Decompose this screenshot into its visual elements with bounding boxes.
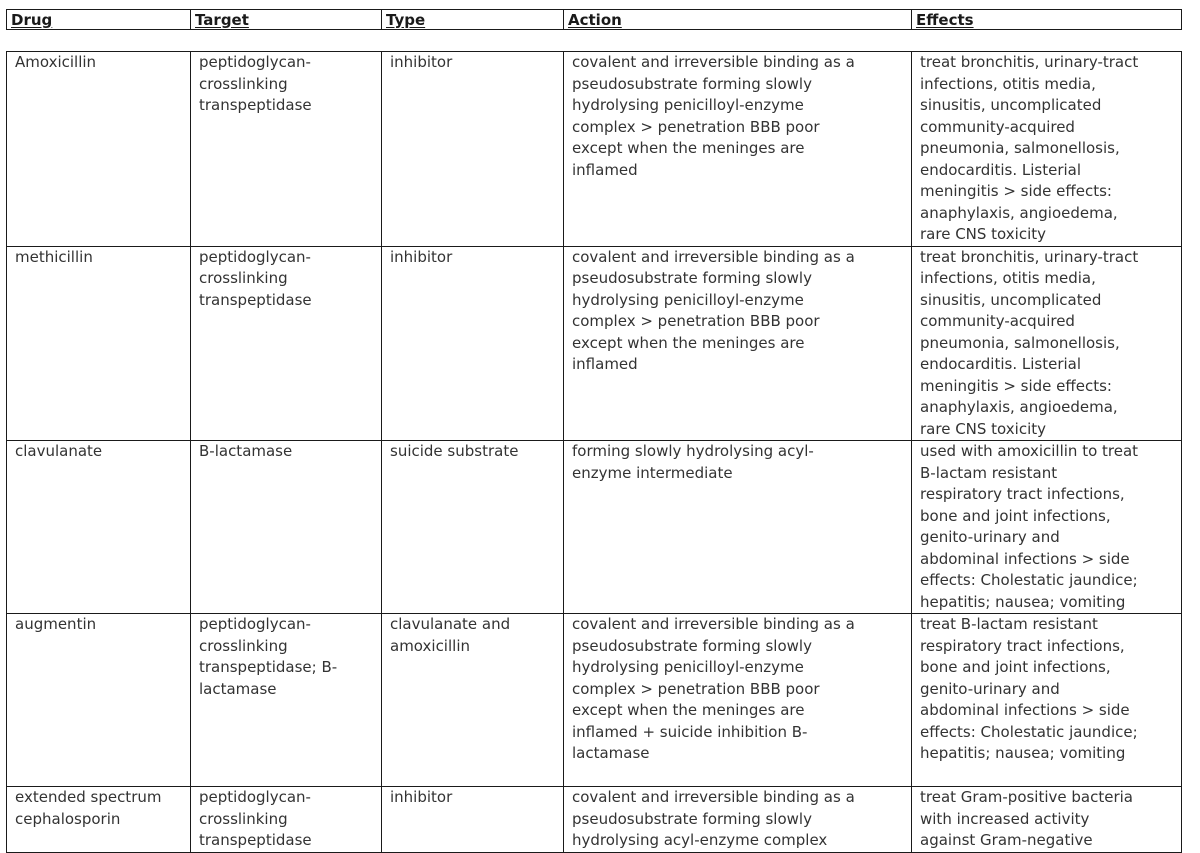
table-row xyxy=(7,614,1182,787)
cell-drug: extended spectrum cephalosporin xyxy=(7,787,191,853)
drug-table xyxy=(6,51,1182,853)
table-row xyxy=(7,441,1182,614)
cell-action: forming slowly hydrolysing acyl- enzyme intermediate xyxy=(564,441,912,614)
table-body xyxy=(7,52,1182,853)
cell-effects: used with amoxicillin to treat B-lactam resistant respiratory tract infections, bone and joint infections, genito-urinary and abdominal infections > side effects: Cholestatic jaundice; hepatitis; nausea; vomiting xyxy=(912,441,1182,614)
header-effects: Effects xyxy=(912,10,1182,30)
cell-effects: treat bronchitis, urinary-tract infections, otitis media, sinusitis, uncomplicated community-acquired pneumonia, salmonellosis, endocarditis. Listerial meningitis > side effects: anaphylaxis, angioedema, rare CNS toxicity xyxy=(912,246,1182,441)
cell-drug: clavulanate xyxy=(7,441,191,614)
cell-target: peptidoglycan- crosslinking transpeptidase xyxy=(191,246,382,441)
cell-action: covalent and irreversible binding as a pseudosubstrate forming slowly hydrolysing penicilloyl-enzyme complex > penetration BBB poor except when the meninges are inflamed + suicide inhibition B- lactamase xyxy=(564,614,912,787)
cell-action: covalent and irreversible binding as a pseudosubstrate forming slowly hydrolysing penicilloyl-enzyme complex > penetration BBB poor except when the meninges are inflamed xyxy=(564,52,912,247)
cell-effects: treat bronchitis, urinary-tract infections, otitis media, sinusitis, uncomplicated community-acquired pneumonia, salmonellosis, endocarditis. Listerial meningitis > side effects: anaphylaxis, angioedema, rare CNS toxicity xyxy=(912,52,1182,247)
cell-drug: augmentin xyxy=(7,614,191,787)
cell-type: suicide substrate xyxy=(382,441,564,614)
header-action: Action xyxy=(564,10,912,30)
cell-type: inhibitor xyxy=(382,246,564,441)
header-type: Type xyxy=(382,10,564,30)
table-header xyxy=(6,9,1182,30)
cell-type: clavulanate and amoxicillin xyxy=(382,614,564,787)
header-target: Target xyxy=(191,10,382,30)
table-row xyxy=(7,246,1182,441)
cell-action: covalent and irreversible binding as a pseudosubstrate forming slowly hydrolysing acyl-enzyme complex xyxy=(564,787,912,853)
cell-type: inhibitor xyxy=(382,52,564,247)
cell-drug: methicillin xyxy=(7,246,191,441)
header-row xyxy=(7,10,1182,30)
table-row xyxy=(7,52,1182,247)
header-drug: Drug xyxy=(7,10,191,30)
table-row xyxy=(7,787,1182,853)
cell-target: peptidoglycan- crosslinking transpeptidase xyxy=(191,787,382,853)
cell-target: peptidoglycan- crosslinking transpeptidase xyxy=(191,52,382,247)
cell-type: inhibitor xyxy=(382,787,564,853)
cell-action: covalent and irreversible binding as a pseudosubstrate forming slowly hydrolysing penicilloyl-enzyme complex > penetration BBB poor except when the meninges are inflamed xyxy=(564,246,912,441)
cell-effects: treat Gram-positive bacteria with increased activity against Gram-negative xyxy=(912,787,1182,853)
cell-drug: Amoxicillin xyxy=(7,52,191,247)
cell-effects: treat B-lactam resistant respiratory tract infections, bone and joint infections, genito-urinary and abdominal infections > side effects: Cholestatic jaundice; hepatitis; nausea; vomiting xyxy=(912,614,1182,787)
cell-target: B-lactamase xyxy=(191,441,382,614)
cell-target: peptidoglycan- crosslinking transpeptidase; B- lactamase xyxy=(191,614,382,787)
